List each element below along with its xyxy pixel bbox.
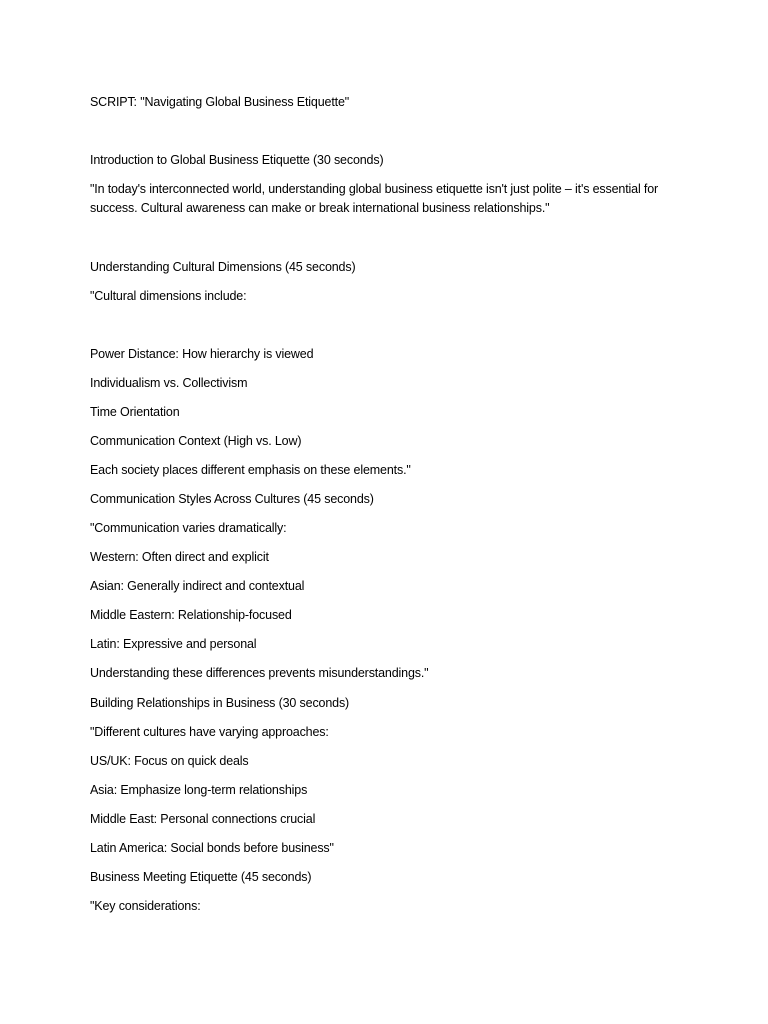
communication-intro: "Communication varies dramatically: [90,521,287,535]
relationships-intro: "Different cultures have varying approaches: [90,725,329,739]
dimension-item: Power Distance: How hierarchy is viewed [90,347,314,361]
dimension-item: Individualism vs. Collectivism [90,376,248,390]
intro-heading: Introduction to Global Business Etiquette (30 seconds) [90,153,384,167]
dimensions-heading: Understanding Cultural Dimensions (45 seconds) [90,260,356,274]
relationship-item: US/UK: Focus on quick deals [90,754,249,768]
meeting-heading: Business Meeting Etiquette (45 seconds) [90,870,312,884]
communication-item: Latin: Expressive and personal [90,637,257,651]
communication-heading: Communication Styles Across Cultures (45 seconds) [90,492,374,506]
script-title: SCRIPT: "Navigating Global Business Etiquette" [90,95,350,109]
communication-item: Western: Often direct and explicit [90,550,269,564]
communication-item: Asian: Generally indirect and contextual [90,579,305,593]
dimension-item: Time Orientation [90,405,180,419]
meeting-intro: "Key considerations: [90,899,201,913]
dimensions-close: Each society places different emphasis on these elements." [90,463,411,477]
relationships-heading: Building Relationships in Business (30 seconds) [90,696,350,710]
communication-item: Middle Eastern: Relationship-focused [90,608,292,622]
communication-close: Understanding these differences prevents misunderstandings." [90,666,429,680]
relationship-item: Middle East: Personal connections crucial [90,812,316,826]
dimensions-intro: "Cultural dimensions include: [90,289,247,303]
dimension-item: Communication Context (High vs. Low) [90,434,302,448]
relationship-item: Asia: Emphasize long-term relationships [90,783,308,797]
intro-quote: "In today's interconnected world, understanding global business etiquette isn't just polite – it's essential for success. Cultural awareness can make or break international business relationships." [90,182,659,215]
relationship-item: Latin America: Social bonds before business" [90,841,334,855]
